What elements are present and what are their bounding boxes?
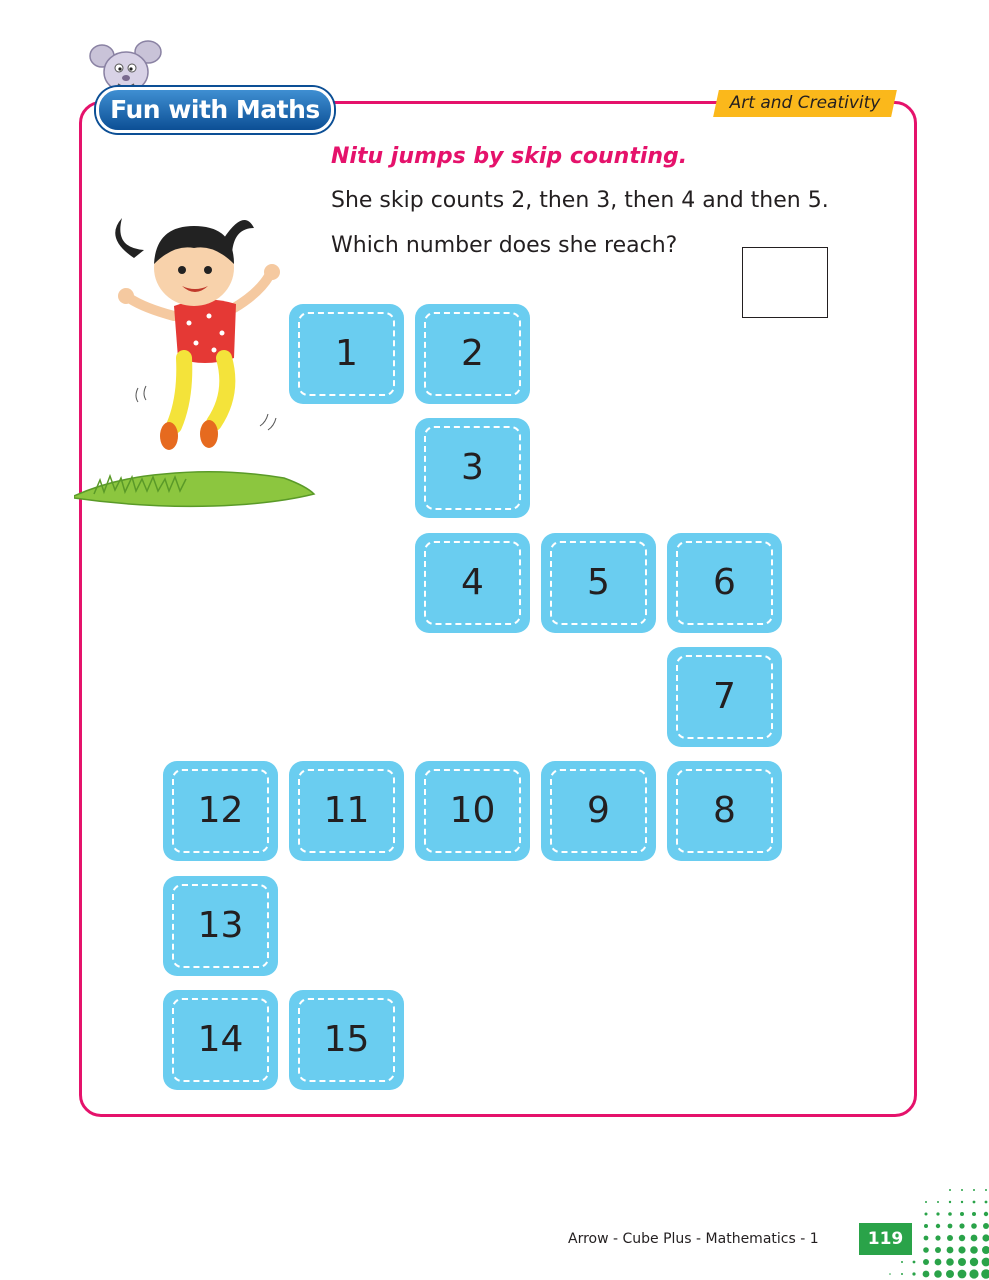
tile-5: 5 [541,533,656,633]
tile-8: 8 [667,761,782,861]
tile-4: 4 [415,533,530,633]
tile-6: 6 [667,533,782,633]
fun-with-maths-badge: Fun with Maths [96,87,334,133]
tile-7: 7 [667,647,782,747]
tile-9: 9 [541,761,656,861]
tile-2: 2 [415,304,530,404]
book-title: Arrow - Cube Plus - Mathematics - 1 [568,1231,819,1247]
decorative-dots [880,1180,989,1280]
tile-10: 10 [415,761,530,861]
tile-15: 15 [289,990,404,1090]
question-line-1: She skip counts 2, then 3, then 4 and then 5. [331,188,829,213]
tile-11: 11 [289,761,404,861]
art-creativity-tag [713,90,897,117]
tile-12: 12 [163,761,278,861]
jumping-girl-illustration [74,198,319,510]
tile-1: 1 [289,304,404,404]
tile-13: 13 [163,876,278,976]
art-creativity-label: Art and Creativity [729,93,881,113]
question-line-2: Which number does she reach? [331,233,678,258]
tile-14: 14 [163,990,278,1090]
question-heading: Nitu jumps by skip counting. [331,144,688,169]
tile-3: 3 [415,418,530,518]
answer-box[interactable] [742,247,828,318]
page-number: 119 [859,1223,912,1255]
